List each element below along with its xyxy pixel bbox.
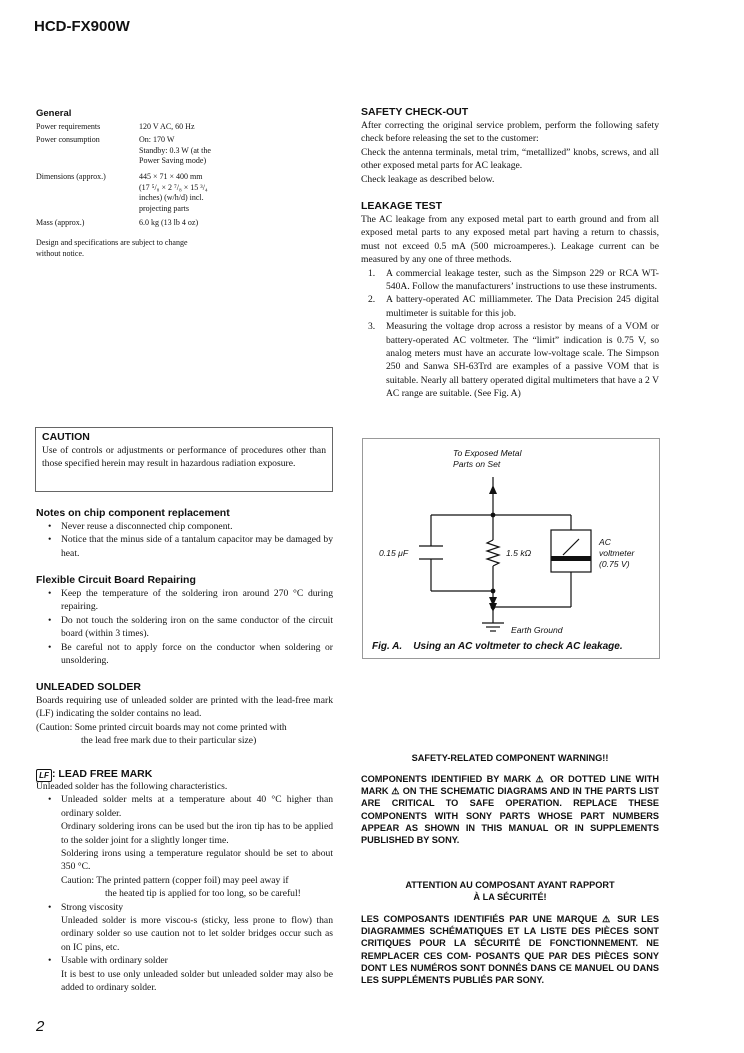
spec-value-line: projecting parts xyxy=(139,203,189,213)
leakage-heading: LEAKAGE TEST xyxy=(361,200,443,212)
spec-value-line: 445 × 71 × 400 mm xyxy=(139,172,203,181)
spec-value-line: inches) (w/h/d) incl. xyxy=(139,193,204,202)
warning-en-title: SAFETY-RELATED COMPONENT WARNING!! xyxy=(411,753,609,763)
list-item xyxy=(36,793,333,900)
safety-paragraph: Check the antenna terminals, metal trim, “metallized” knobs, screws, and all other exposed metal parts for AC leakage. xyxy=(361,146,659,172)
label-voltmeter: voltmeter xyxy=(599,548,635,558)
leakage-list xyxy=(361,267,659,401)
spec-label: Power consumption xyxy=(36,135,100,144)
warning-fr-title xyxy=(361,879,659,903)
leadfree-title: : LEAD FREE MARK xyxy=(52,768,153,780)
list-number: 1. xyxy=(368,267,376,279)
spec-note-line: Design and specifications are subject to change xyxy=(36,238,188,247)
junction-dot xyxy=(491,605,496,610)
spec-value-line: 6.0 kg (13 lb 4 oz) xyxy=(139,218,199,227)
list-item: • Keep the temperature of the soldering iron around 270 °C during repairing. xyxy=(36,587,333,614)
spec-value xyxy=(139,218,259,229)
general-heading: General xyxy=(36,108,72,119)
chip-list xyxy=(36,520,333,560)
label-voltage: (0.75 V) xyxy=(599,559,630,569)
warning-fr-title-line: ATTENTION AU COMPOSANT AYANT RAPPORT xyxy=(405,880,615,890)
caution-title: CAUTION xyxy=(42,431,90,443)
spec-value xyxy=(139,135,259,167)
figure-a xyxy=(362,438,660,659)
list-item-text: Soldering irons using a temperature regulator should be set to about 350 °C. xyxy=(61,848,333,873)
spec-value-line: Standby: 0.3 W (at the xyxy=(139,145,211,155)
list-item-text: Ordinary soldering irons can be used but the iron tip has to be applied to the solder joint for a slightly longer time. xyxy=(61,821,333,846)
caution-box xyxy=(35,427,333,492)
spec-value xyxy=(139,172,259,214)
junction-dot xyxy=(491,513,496,518)
label-ac: AC xyxy=(599,537,611,547)
unleaded-caution-line: (Caution: Some printed circuit boards may not come printed with xyxy=(36,721,287,733)
leakage-body xyxy=(361,213,659,401)
safety-paragraph: Check leakage as described below. xyxy=(361,173,495,185)
spec-value-line: 120 V AC, 60 Hz xyxy=(139,122,195,131)
caution-text: Use of controls or adjustments or performance of procedures other than those specified herein may result in hazardous radiation exposure. xyxy=(42,445,326,470)
spec-value xyxy=(139,122,259,133)
warning-fr-text: LES COMPOSANTS IDENTIFIÉS PAR UNE MARQUE ⚠ SUR LES DIAGRAMMES SCHÉMATIQUES ET LA LISTE DES PIÈCES SONT CRITIQUES POUR LA SÉCURITÉ DE FONCTIONNEMENT. NE REMPLACER CES COM- POSANTS QUE PAR DES PIÈCES SONY DONT LES NUMÉROS SONT DONNÉS DANS CE MANUEL OU DANS LES SUPPLÉMENTS PUBLIÉS PAR SONY. xyxy=(361,914,659,986)
list-item-text: Measuring the voltage drop across a resistor by means of a VOM or battery-operated AC voltmeter. The “limit” indication is 0.75 V, so analog meters must have an accurate low-voltage scale. The Simpson 250 and Sanwa SH-63Trd are examples of a passive VOM that is suitable. Nearly all battery operated digital multimeters that have a 2 V AC range are suitable. (See Fig. A) xyxy=(386,321,659,400)
leadfree-body xyxy=(36,780,333,995)
warning-en-text: COMPONENTS IDENTIFIED BY MARK ⚠ OR DOTTED LINE WITH MARK ⚠ ON THE SCHEMATIC DIAGRAMS AND IN THE PARTS LIST ARE CRITICAL TO SAFE OPERATION. REPLACE THESE COMPONENTS WITH SONY PARTS WHOSE PART NUMBERS APPEAR AS SHOWN IN THIS MANUAL OR IN SUPPLEMENTS PUBLISHED BY SONY. xyxy=(361,774,659,846)
leadfree-list xyxy=(36,793,333,994)
list-item-text: It is best to use only unleaded solder but unleaded solder may also be added to ordinary solder. xyxy=(61,968,333,994)
junction-dot xyxy=(491,589,496,594)
safety-heading: SAFETY CHECK-OUT xyxy=(361,106,469,118)
list-item-text: • Usable with ordinary solder xyxy=(61,955,168,967)
unleaded-heading: UNLEADED SOLDER xyxy=(36,681,142,693)
flex-heading: Flexible Circuit Board Repairing xyxy=(36,574,196,586)
list-item-text: A battery-operated AC milliammeter. The Data Precision 245 digital multimeter is suitable for this job. xyxy=(386,294,659,319)
unleaded-paragraph: Boards requiring use of unleaded solder are printed with the lead-free mark (LF) indicating the solder contains no lead. xyxy=(36,695,333,720)
label-earth-ground: Earth Ground xyxy=(511,625,563,635)
list-item-text: • Unleaded solder melts at a temperature about 40 °C higher than ordinary solder. xyxy=(61,794,333,819)
spec-note xyxy=(36,238,276,259)
safety-text xyxy=(361,119,659,186)
list-item: • Never reuse a disconnected chip component. xyxy=(36,520,333,533)
label-capacitor: 0.15 μF xyxy=(379,548,409,558)
list-item-text: Unleaded solder is more viscou-s (sticky, less prone to flow) than ordinary solder so use caution not to let solder bridges occur such as on IC pins, etc. xyxy=(61,915,333,953)
list-item xyxy=(361,293,659,320)
flex-list xyxy=(36,587,333,667)
list-item: • Notice that the minus side of a tantalum capacitor may be damaged by heat. xyxy=(36,533,333,560)
lead-free-logo-icon: LF xyxy=(36,769,52,782)
spec-value-line: On: 170 W xyxy=(139,135,175,144)
label-resistor: 1.5 kΩ xyxy=(506,548,532,558)
leakage-paragraph: The AC leakage from any exposed metal part to earth ground and from all exposed metal parts to any exposed metal part having a return to chassis, must not exceed 0.5 mA (500 microamperes.). Leakage current can be measured by any one of three methods. xyxy=(361,214,659,266)
list-item-caution: Caution: The printed pattern (copper foil) may peel away if xyxy=(61,874,289,886)
spec-label: Dimensions (approx.) xyxy=(36,172,106,181)
spec-label: Mass (approx.) xyxy=(36,218,85,227)
list-item-text: • Strong viscosity xyxy=(61,901,124,913)
safety-paragraph: After correcting the original service problem, perform the following safety check before releasing the set to the customer: xyxy=(361,120,659,145)
list-item: • Be careful not to apply force on the conductor when soldering or unsoldering. xyxy=(36,641,333,668)
arrow-up-icon xyxy=(489,485,497,494)
unleaded-text xyxy=(36,694,333,748)
leadfree-intro: Unleaded solder has the following characteristics. xyxy=(36,781,228,792)
spec-value-line: Power Saving mode) xyxy=(139,156,207,165)
list-item xyxy=(361,267,659,294)
list-item xyxy=(361,320,659,400)
list-item: • Do not touch the soldering iron on the same conductor of the circuit board (within 3 times). xyxy=(36,614,333,641)
model-number: HCD-FX900W xyxy=(34,18,130,35)
list-item xyxy=(36,954,333,994)
warning-fr-title-line: À LA SÉCURITÉ! xyxy=(473,892,547,902)
spec-label: Power requirements xyxy=(36,122,101,131)
figure-caption: Fig. A. Using an AC voltmeter to check AC leakage. xyxy=(372,641,623,652)
list-item xyxy=(36,901,333,955)
list-number: 3. xyxy=(368,321,376,333)
spec-note-line: without notice. xyxy=(36,248,84,258)
chip-heading: Notes on chip component replacement xyxy=(36,507,230,519)
page-number: 2 xyxy=(36,1018,45,1035)
list-item-caution: the heated tip is applied for too long, so be careful! xyxy=(105,888,301,900)
list-item-text: A commercial leakage tester, such as the Simpson 229 or RCA WT-540A. Follow the manufacturers’ instructions to use these instruments. xyxy=(386,267,659,293)
unleaded-caution-line: the lead free mark due to their particular size) xyxy=(81,735,257,747)
spec-table xyxy=(36,122,276,232)
label-parts-on-set: Parts on Set xyxy=(453,459,501,469)
leakage-test-circuit-diagram xyxy=(363,439,659,658)
spec-value-line: (17 ⁵/₈ × 2 ⁷/₈ × 15 ³/₄ xyxy=(139,182,208,192)
label-exposed-metal: To Exposed Metal xyxy=(453,448,522,458)
list-number: 2. xyxy=(368,294,376,306)
voltmeter-scale-band xyxy=(551,556,591,561)
